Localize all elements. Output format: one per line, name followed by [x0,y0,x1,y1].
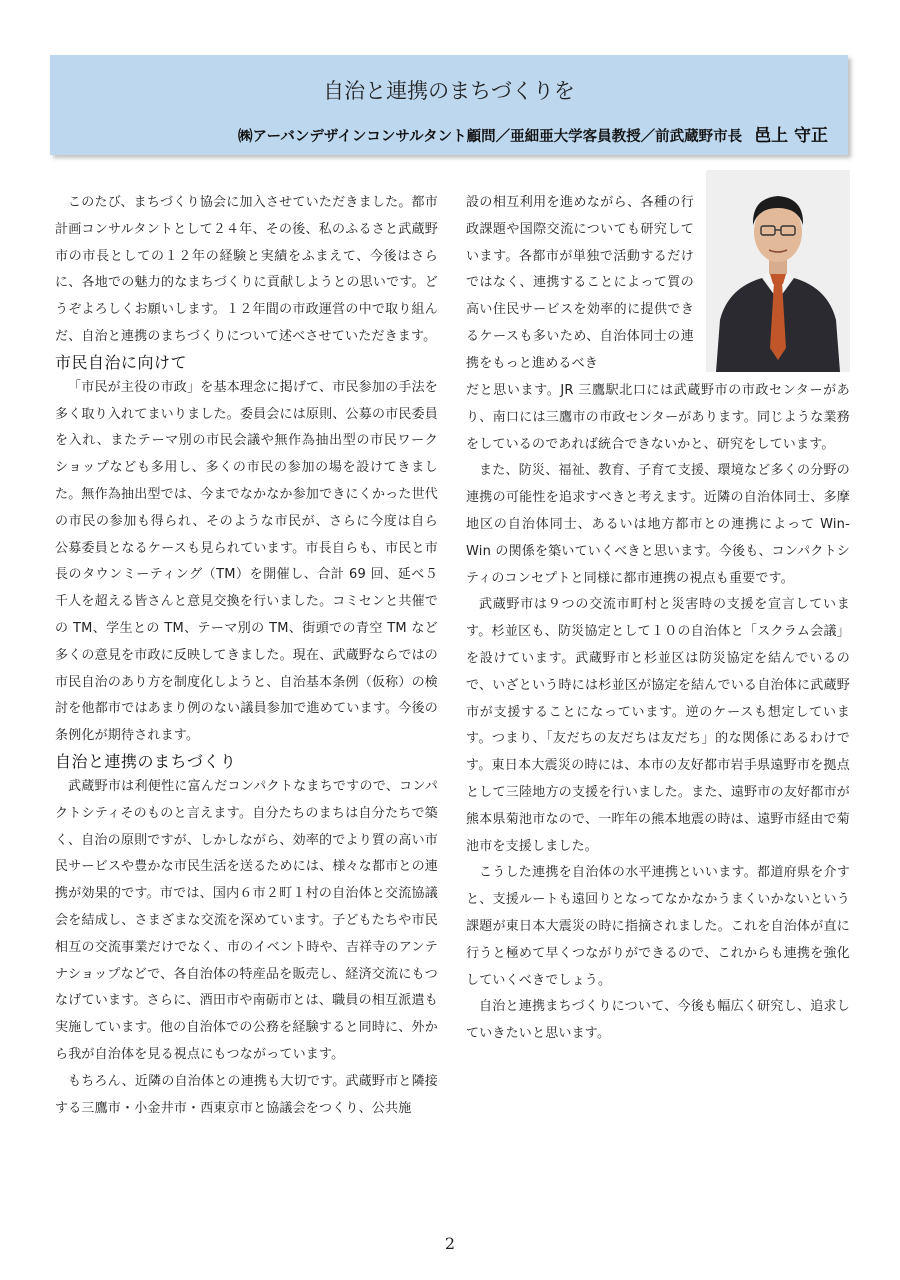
right-column-top [466,190,694,378]
right-paragraph-5: 自治と連携まちづくりについて、今後も幅広く研究し、追求していきたいと思います。 [466,999,850,1042]
intro-paragraph: このたび、まちづくり協会に加入させていただきました。都市計画コンサルタントとして２４年、その後、私のふるさと武蔵野市の市長としての１２年の経験と実績をふまえて、今後はさらに、各地での魅力的なまちづくりに貢献しようとの思いです。どうぞよろしくお願いします。１２年間の市政運営の中で取り組んだ、自治と連携のまちづくりについて述べさせていただきます。 [55,195,438,344]
right-paragraph-2: また、防災、福祉、教育、子育て支援、環境など多くの分野の連携の可能性を追求すべきと考えます。近隣の自治体同士、多摩地区の自治体同士、あるいは地方都市との連携によって Win-Win の関係を築いていくべきと思います。今後も、コンパクトシティのコンセプトと同様に都市連携の視点も重要です。 [466,463,850,586]
article-header [50,55,848,155]
left-column [55,190,438,1122]
right-column [466,378,850,1048]
right-paragraph-4: こうした連携を自治体の水平連携といいます。都道府県を介すと、支援ルートも遠回りとなってなかなかうまくいかないという課題が東日本大震災の時に指摘されました。これを自治体が直に行うと極めて早くつながりができるので、これからも連携を強化していくべきでしょう。 [466,865,850,988]
right-top-paragraph: 設の相互利用を進めながら、各種の行政課題や国際交流についても研究しています。各都市が単独で活動するだけではなく、連携することによって質の高い住民サービスを効率的に提供できるケースも多いため、自治体同士の連携をもっと進めるべき [466,195,694,371]
section2-paragraph-1: 武蔵野市は利便性に富んだコンパクトなまちですので、コンパクトシティそのものと言えます。自分たちのまちは自分たちで築く、自治の原則ですが、しかしながら、効率的でより質の高い市民サービスや豊かな市民生活を送るためには、様々な都市との連携が効果的です。市では、国内６市２町１村の自治体と交流協議会を結成し、さまざまな交流を深めています。子どもたちや市民相互の交流事業だけでなく、市のイベント時や、吉祥寺のアンテナショップなどで、各自治体の特産品を販売し、経済交流にもつなげています。さらに、酒田市や南砺市とは、職員の相互派遣も実施しています。他の自治体での公務を経験すると同時に、外から我が自治体を見る視点にもつながっています。 [55,778,438,1062]
right-paragraph-3: 武蔵野市は９つの交流市町村と災害時の支援を宣言しています。杉並区も、防災協定として１０の自治体と「スクラム会議」を設けています。武蔵野市と杉並区は防災協定を結んでいるので、いざという時には杉並区が協定を結んでいる自治体に武蔵野市が支援することになっています。逆のケースも想定しています。つまり、「友だちの友だちは友だち」的な関係にあるわけです。東日本大震災の時には、本市の友好都市岩手県遠野市を拠点として三陸地方の支援を行いました。また、遠野市の友好都市が熊本県菊池市なので、一昨年の熊本地震の時は、遠野市経由で菊池市を支援しました。 [466,597,850,854]
section-heading-citizen-autonomy: 市民自治に向けて [55,352,188,372]
right-continuation-paragraph: だと思います。JR 三鷹駅北口には武蔵野市の市政センターがあり、南口には三鷹市の市政センターがあります。同じような業務をしているのであれば統合できないかと、研究をしています。 [466,383,850,452]
article-title: 自治と連携のまちづくりを [323,79,575,103]
section1-paragraph: 「市民が主役の市政」を基本理念に掲げて、市民参加の手法を多く取り入れてまいりました。委員会には原則、公募の市民委員を入れ、またテーマ別の市民会議や無作為抽出型の市民ワークショップなども多用し、多くの市民の参加の場を設けてきました。無作為抽出型では、今までなかなか参加できにくかった世代の市民の参加も得られ、そのような市民が、さらに今度は自ら公募委員となるケースも見られています。市長自らも、市民と市長のタウンミーティング（TM）を開催し、合計 69 回、延べ５千人を超える皆さんと意見交換を行いました。コミセンと共催での TM、学生との TM、テーマ別の TM、街頭での青空 TM など多くの意見を市政に反映してきました。現在、武蔵野ならではの市民自治のあり方を制度化しようと、自治基本条例（仮称）の検討を他都市ではあまり例のない議員参加で進めています。今後の条例化が期待されます。 [55,379,438,744]
author-line [238,121,828,146]
portrait-illustration [706,170,850,372]
page-number: 2 [444,1234,456,1253]
author-affiliation: ㈱アーバンデザインコンサルタント顧問／亜細亜大学客員教授／前武蔵野市長 [238,129,743,145]
section-heading-autonomy-cooperation: 自治と連携のまちづくり [55,751,237,771]
section2-paragraph-2: もちろん、近隣の自治体との連携も大切です。武蔵野市と隣接する三鷹市・小金井市・西東京市と協議会をつくり、公共施 [55,1073,438,1116]
author-name: 邑上 守正 [754,126,828,146]
author-portrait-photo [706,170,850,372]
